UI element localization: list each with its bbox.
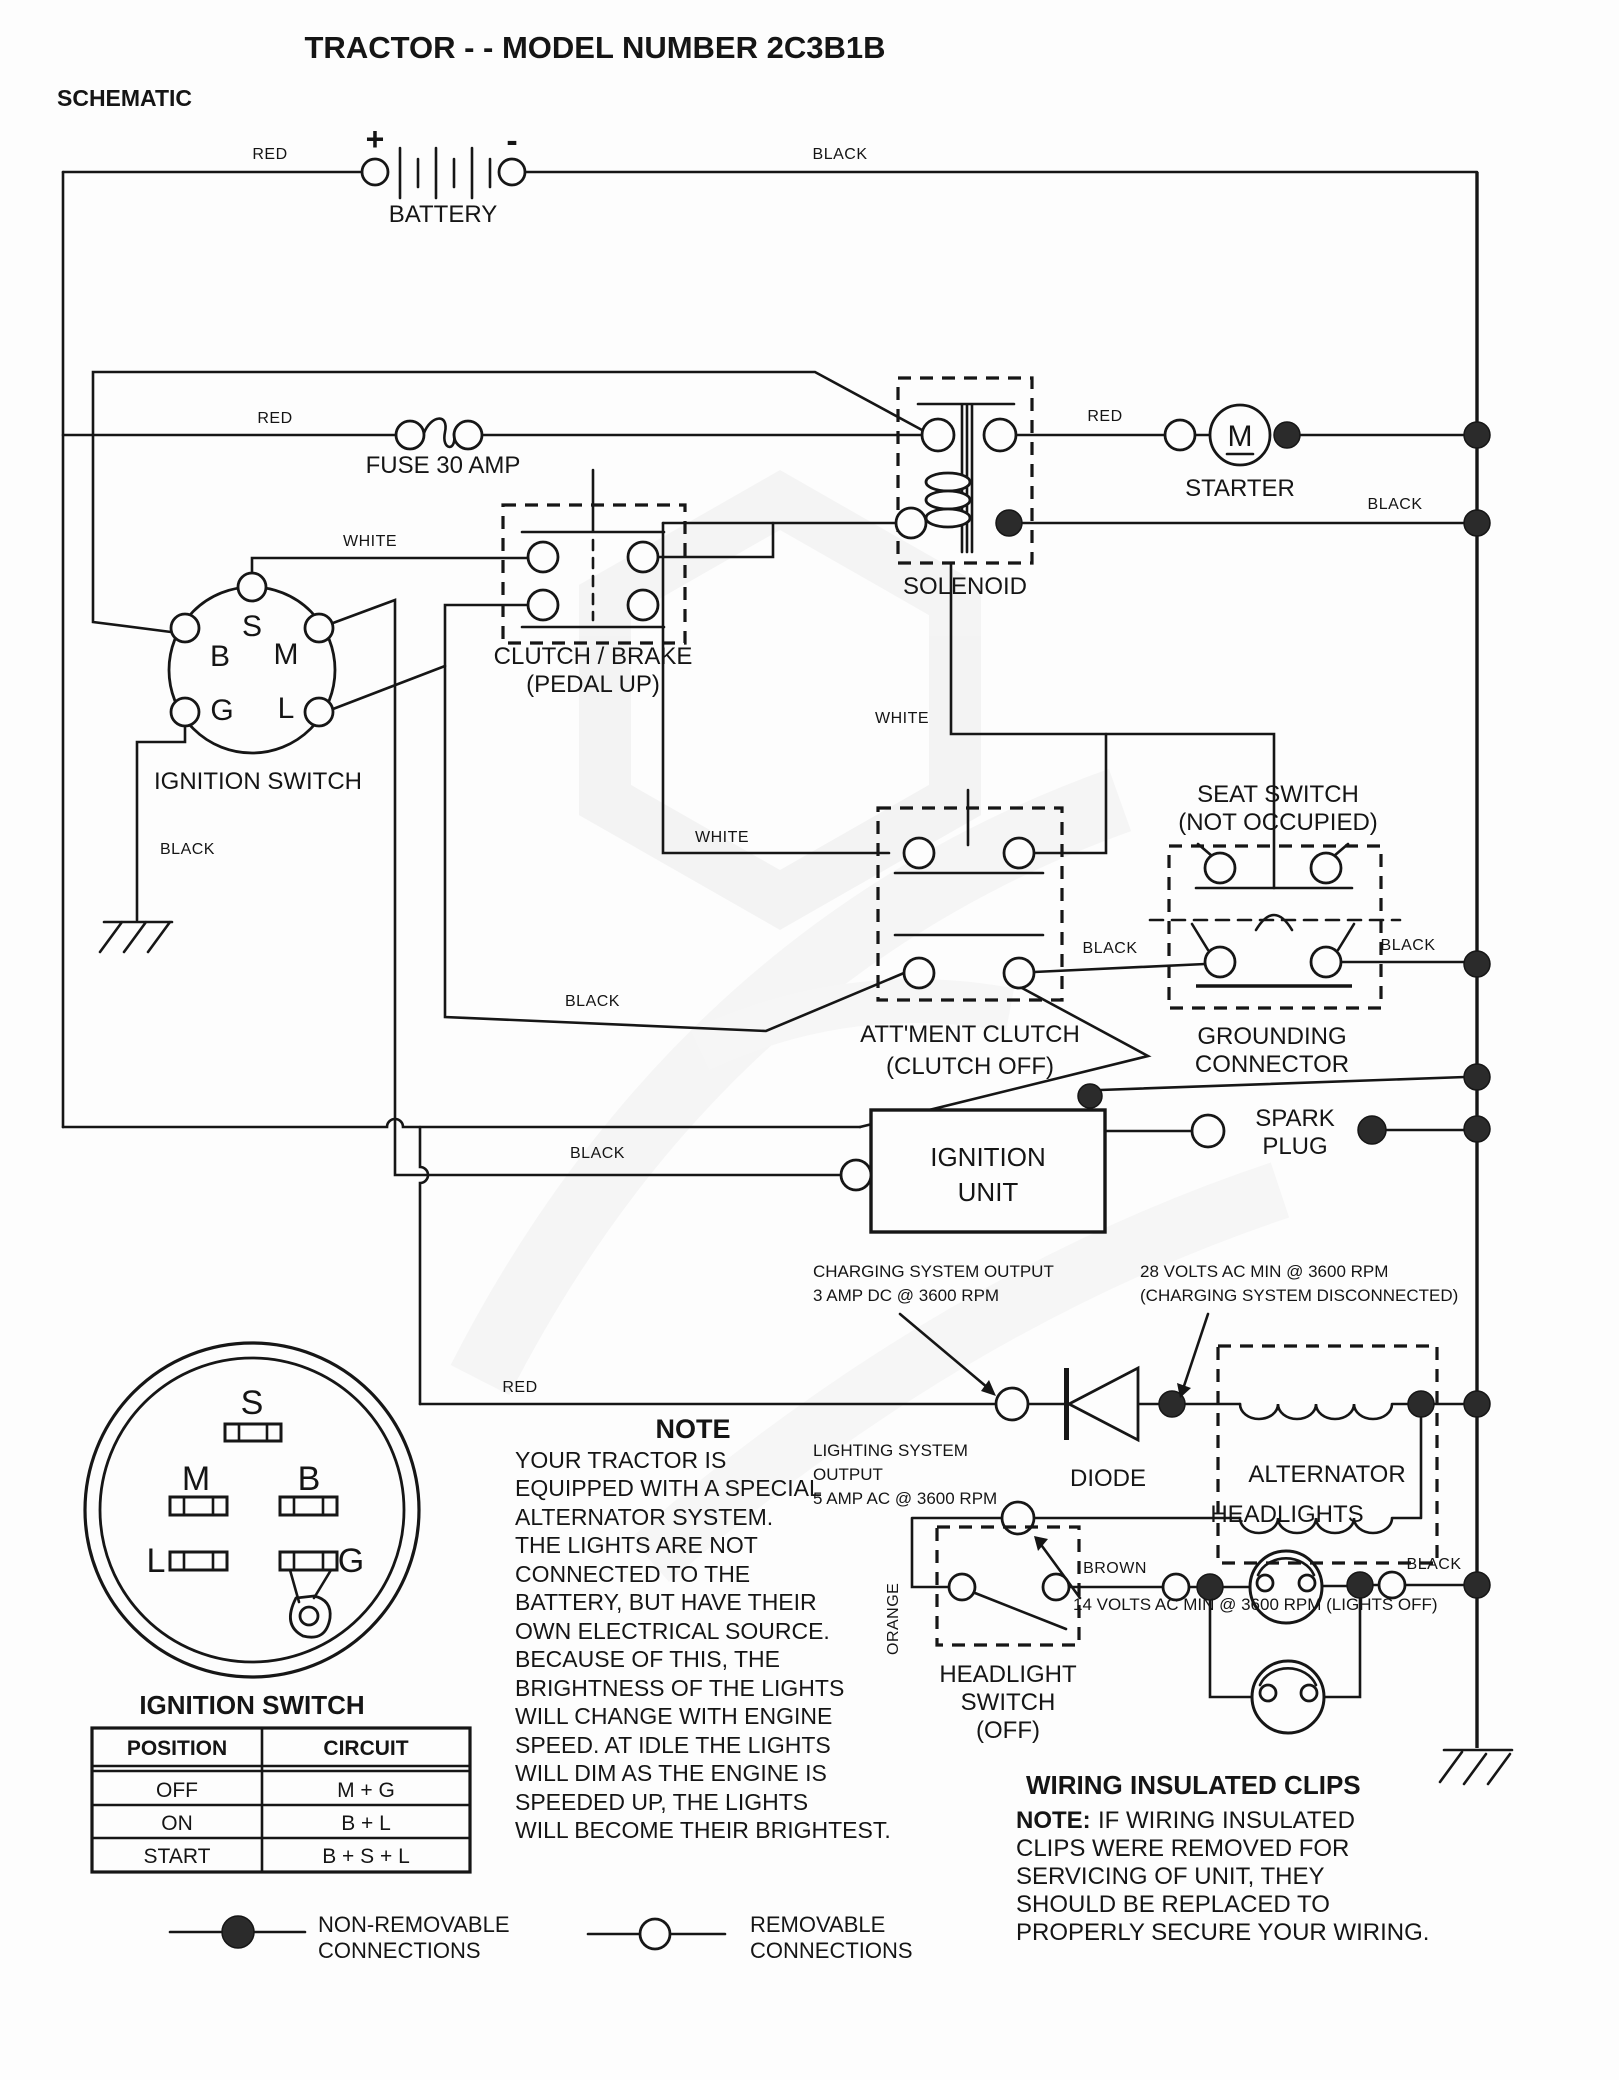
wire-charge-vertical <box>420 1127 428 1404</box>
clutch-brake-label-2: (PEDAL UP) <box>526 671 660 698</box>
table-cell: OFF <box>156 1779 198 1802</box>
grounding-connector-label-1: GROUNDING <box>1197 1023 1347 1050</box>
wire-label-brown: BROWN <box>1083 1560 1147 1577</box>
table-header-position: POSITION <box>126 1737 228 1760</box>
lighting-output-line-3: 5 AMP AC @ 3600 RPM <box>813 1489 998 1508</box>
ignition-terminal-m: M <box>273 638 299 671</box>
note-line: THE LIGHTS ARE NOT <box>515 1532 758 1558</box>
wire-label-black-battery: BLACK <box>812 146 868 163</box>
alternator-label: ALTERNATOR <box>1248 1461 1406 1488</box>
legend-non-removable-2: CONNECTIONS <box>318 1938 481 1963</box>
wire-label-orange: ORANGE <box>885 1582 902 1655</box>
wire-label-black-ignition: BLACK <box>570 1145 625 1162</box>
page-title: TRACTOR - - MODEL NUMBER 2C3B1B <box>304 30 886 65</box>
detail-terminal-m: M <box>181 1460 211 1498</box>
note-line: BATTERY, BUT HAVE THEIR <box>515 1589 817 1615</box>
wire-l-diag <box>333 666 445 709</box>
clips-note-prefix: NOTE: <box>1016 1807 1091 1834</box>
wire-label-white-clutch: WHITE <box>342 533 398 550</box>
clips-line: SHOULD BE REPLACED TO <box>1016 1891 1330 1918</box>
note-line: WILL DIM AS THE ENGINE IS <box>515 1760 827 1786</box>
note-line: ALTERNATOR SYSTEM. <box>515 1504 774 1530</box>
seat-switch-label-1: SEAT SWITCH <box>1197 781 1359 808</box>
legend-non-removable-1: NON-REMOVABLE <box>318 1912 510 1937</box>
grounding-connector-label-2: CONNECTOR <box>1194 1051 1350 1078</box>
charging-min-line-2: (CHARGING SYSTEM DISCONNECTED) <box>1140 1286 1459 1305</box>
legend-removable-1: REMOVABLE <box>750 1912 886 1937</box>
clips-line: PROPERLY SECURE YOUR WIRING. <box>1016 1919 1430 1946</box>
headlight-switch-label-1: HEADLIGHT <box>939 1661 1077 1688</box>
wire-bottom-run <box>63 1119 860 1127</box>
clutch-brake-label-1: CLUTCH / BRAKE <box>493 643 693 670</box>
ignition-unit-label-1: IGNITION <box>930 1142 1046 1172</box>
starter-label: STARTER <box>1185 475 1295 502</box>
clips-heading: WIRING INSULATED CLIPS <box>1026 1770 1361 1800</box>
lighting-output-line-1: LIGHTING SYSTEM <box>813 1441 968 1460</box>
attachment-clutch-label-2: (CLUTCH OFF) <box>886 1053 1054 1080</box>
battery-plus: + <box>365 121 385 157</box>
spark-plug-label-2: PLUG <box>1262 1133 1328 1160</box>
detail-terminal-g: G <box>337 1542 365 1580</box>
note-line: SPEEDED UP, THE LIGHTS <box>515 1789 809 1815</box>
wire-g-ground <box>137 726 185 920</box>
diode-label: DIODE <box>1069 1465 1147 1492</box>
detail-terminal-s: S <box>240 1384 264 1422</box>
note-line: BECAUSE OF THIS, THE <box>515 1646 780 1672</box>
chassis-ground-left <box>100 922 172 952</box>
ignition-switch-label: IGNITION SWITCH <box>154 768 362 795</box>
table-cell: ON <box>161 1812 193 1835</box>
wire-label-red-starter: RED <box>1087 408 1123 425</box>
table-cell: B + S + L <box>322 1845 410 1868</box>
clips-line: CLIPS WERE REMOVED FOR <box>1016 1835 1350 1862</box>
battery-minus: - <box>506 122 518 160</box>
removable-connection-icon <box>640 1919 670 1949</box>
starter-m: M <box>1227 420 1253 453</box>
spark-plug-label-1: SPARK <box>1255 1105 1335 1132</box>
battery-symbol <box>362 148 525 198</box>
clutch-brake-symbol <box>503 470 685 643</box>
wire-label-black-ground: BLACK <box>160 841 215 858</box>
lighting-min-label: 14 VOLTS AC MIN @ 3600 RPM (LIGHTS OFF) <box>1073 1595 1438 1614</box>
table-cell: M + G <box>337 1779 395 1802</box>
charging-output-line-2: 3 AMP DC @ 3600 RPM <box>813 1286 1000 1305</box>
table-cell: B + L <box>341 1812 391 1835</box>
lighting-output-line-2: OUTPUT <box>813 1465 883 1484</box>
note-line: WILL BECOME THEIR BRIGHTEST. <box>515 1817 891 1843</box>
fuse-label: FUSE 30 AMP <box>365 452 521 479</box>
non-removable-connection-icon <box>222 1916 254 1948</box>
wire-label-black-grounding: BLACK <box>1380 937 1436 954</box>
wire-label-black-headlight: BLACK <box>1406 1556 1462 1573</box>
wire-label-red-fuse: RED <box>257 410 293 427</box>
headlights-label: HEADLIGHTS <box>1210 1501 1364 1528</box>
clips-line: SERVICING OF UNIT, THEY <box>1016 1863 1325 1890</box>
headlight-switch-symbol <box>937 1527 1079 1645</box>
solenoid-symbol <box>896 378 1032 563</box>
wire-label-black-solenoid: BLACK <box>1367 496 1423 513</box>
note-line: EQUIPPED WITH A SPECIAL <box>515 1475 822 1501</box>
battery-label: BATTERY <box>388 201 498 228</box>
attachment-clutch-label-1: ATT'MENT CLUTCH <box>860 1021 1080 1048</box>
detail-terminal-l: L <box>146 1542 166 1580</box>
wire-attachment-ground <box>1034 964 1205 972</box>
table-cell: START <box>143 1845 211 1868</box>
detail-terminal-b: B <box>297 1460 321 1498</box>
wire-label-white-seat: WHITE <box>875 710 930 727</box>
wire-label-black-attachment: BLACK <box>1082 940 1138 957</box>
headlight-switch-label-3: (OFF) <box>976 1717 1040 1744</box>
charging-output-line-1: CHARGING SYSTEM OUTPUT <box>813 1262 1054 1281</box>
note-line: WILL CHANGE WITH ENGINE <box>515 1703 833 1729</box>
seat-switch-label-2: (NOT OCCUPIED) <box>1178 809 1378 836</box>
wire-s-white <box>252 558 528 573</box>
note-line: CONNECTED TO THE <box>515 1561 751 1587</box>
legend-removable-2: CONNECTIONS <box>750 1938 913 1963</box>
wire-label-red-charge: RED <box>502 1379 538 1396</box>
charging-min-line-1: 28 VOLTS AC MIN @ 3600 RPM <box>1140 1262 1389 1281</box>
note-line: SPEED. AT IDLE THE LIGHTS <box>515 1732 831 1758</box>
wire-ignition-bus <box>1100 1077 1465 1090</box>
table-header-circuit: CIRCUIT <box>323 1737 409 1760</box>
key-icon <box>290 1570 331 1637</box>
note-line: YOUR TRACTOR IS <box>515 1447 727 1473</box>
fuse-symbol <box>396 419 482 449</box>
ignition-unit-label-2: UNIT <box>957 1177 1019 1207</box>
wire-label-black-clutchrun: BLACK <box>565 993 620 1010</box>
ignition-terminal-l: L <box>277 692 295 725</box>
solenoid-label: SOLENOID <box>902 573 1028 600</box>
clips-line: IF WIRING INSULATED <box>1098 1807 1355 1834</box>
note-line: OWN ELECTRICAL SOURCE. <box>515 1618 830 1644</box>
schematic-heading: SCHEMATIC <box>57 85 193 111</box>
bus-connection-dots <box>1274 422 1490 1598</box>
note-heading: NOTE <box>655 1414 731 1444</box>
starter-symbol <box>1165 405 1270 465</box>
headlights-symbol <box>1163 1551 1405 1733</box>
wire-label-red-battery: RED <box>252 146 288 163</box>
detail-switch-label: IGNITION SWITCH <box>139 1690 365 1720</box>
ignition-terminal-s: S <box>241 610 263 643</box>
note-line: BRIGHTNESS OF THE LIGHTS <box>515 1675 845 1701</box>
ignition-terminal-g: G <box>210 694 234 727</box>
wire-label-white-attachment: WHITE <box>695 829 750 846</box>
headlight-switch-label-2: SWITCH <box>960 1689 1056 1716</box>
ignition-switch-symbol <box>169 573 335 753</box>
chassis-ground-right <box>1440 1750 1512 1784</box>
ignition-terminal-b: B <box>209 640 231 673</box>
